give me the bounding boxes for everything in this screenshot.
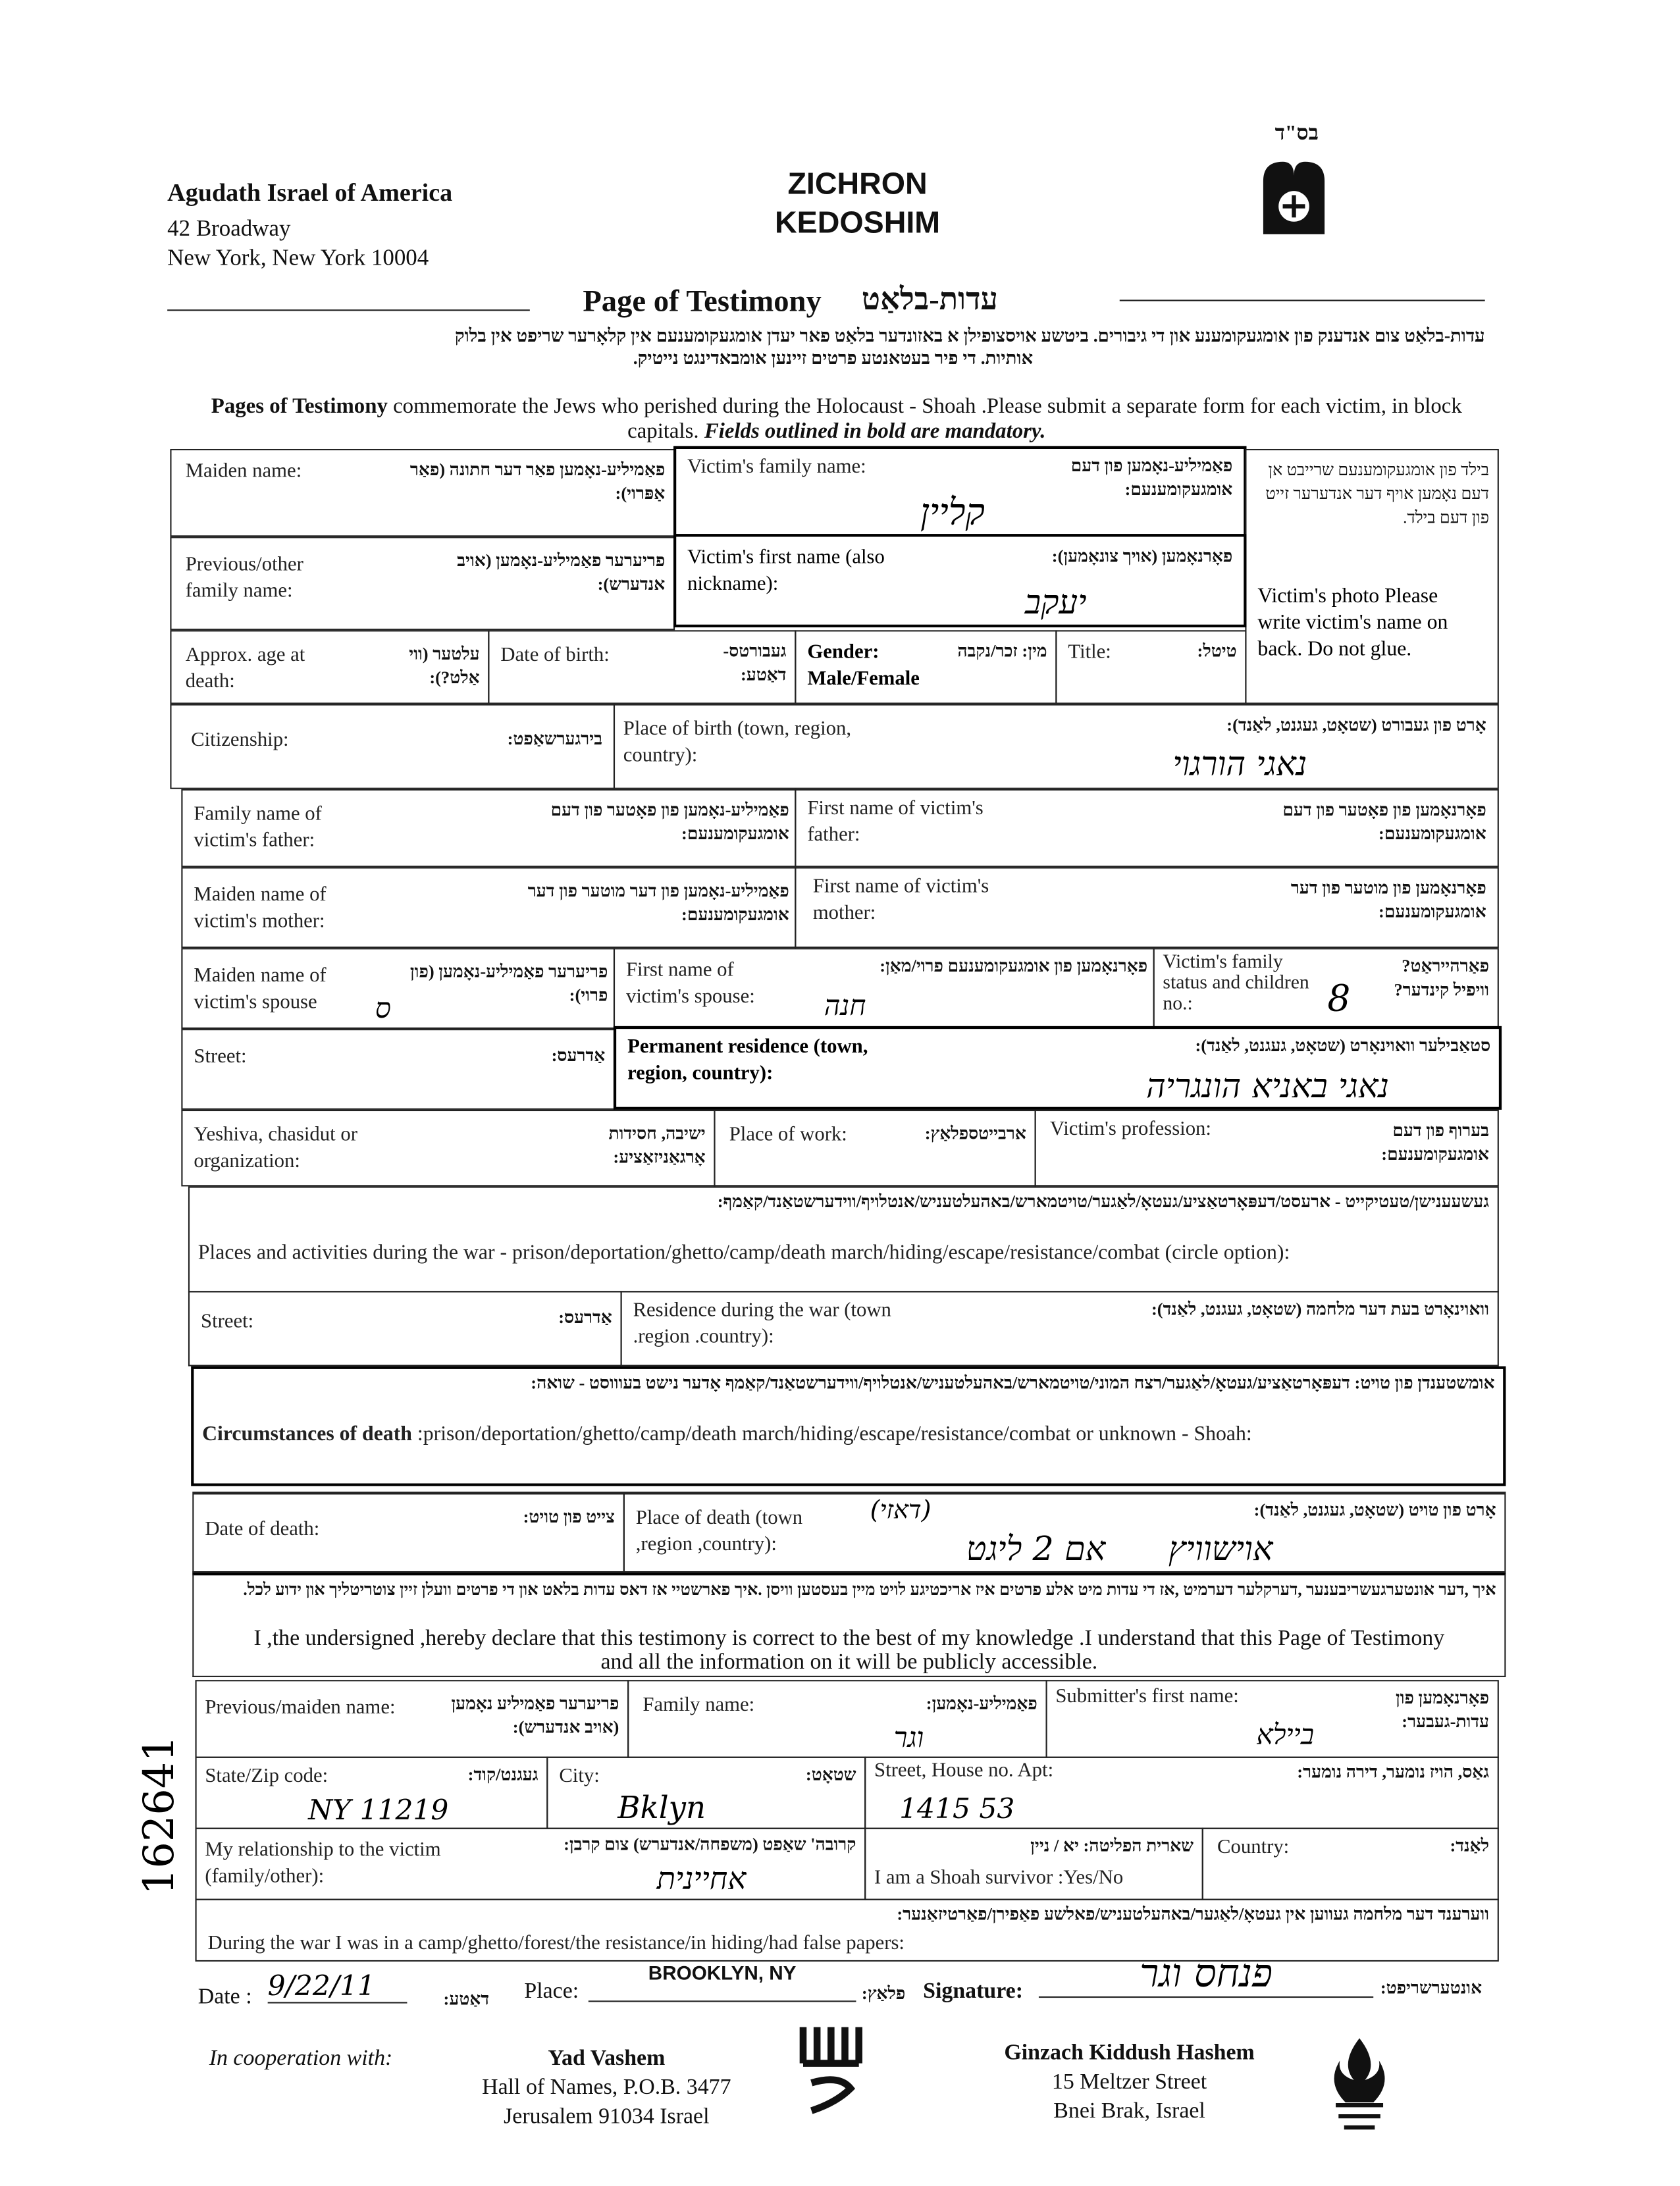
label-he: פריערער פאַמיליע-נאָמען (פון פרוי): — [409, 962, 608, 1006]
submitter-previous-name-field[interactable] — [196, 1680, 629, 1758]
label-he: אומשטענדן פון טויט: דעפּאָרטאַציע/געטאָ/לאַגער/רצח המוני/טויטמארש/באהעלטעניש/אנטלויף/ווידערשטאַנד/קאַמף אָדער נישט בעוווסט - שואה: — [531, 1373, 1495, 1393]
label-he: פאַמיליע-נאָמען פון דעם אומגעקומענעם: — [1070, 455, 1233, 500]
submitter-state-zip-field[interactable] — [196, 1757, 548, 1829]
place-of-work-field[interactable] — [714, 1110, 1036, 1186]
label-he: מין: זכר/נקבה — [957, 641, 1047, 661]
yad-vashem-line2: Jerusalem 91034 Israel — [504, 2105, 710, 2129]
label-he: פאַמיליע-נאָמען פון דער מוטער פון דער אומגעקומענעם: — [527, 881, 789, 925]
submitter-city-field[interactable] — [546, 1757, 866, 1829]
title-line-2: KEDOSHIM — [775, 205, 941, 240]
label-he: אָרט פון געבורט (שטאָט, געגנט, לאַנד): — [1226, 715, 1486, 735]
label-he: אַדרעס: — [551, 1045, 606, 1066]
label-he: סטאַבילער וואוינאָרט (שטאָט, געגנט, לאַנד): — [1195, 1035, 1491, 1056]
yad-vashem-line1: Hall of Names, P.O.B. 3477 — [482, 2075, 731, 2100]
profession-field[interactable] — [1035, 1110, 1499, 1186]
country-field[interactable] — [1202, 1828, 1499, 1900]
victim-photo-box[interactable] — [1245, 449, 1498, 704]
survivor-field[interactable] — [864, 1828, 1203, 1900]
family-status-field[interactable] — [1153, 948, 1499, 1029]
ginzach-flame-logo-icon — [1325, 2035, 1394, 2130]
title-field[interactable] — [1055, 630, 1246, 704]
circumstances-of-death-field[interactable] — [191, 1366, 1506, 1486]
submitter-family-name-value: וגר — [893, 1720, 924, 1754]
spouse-first-name-field[interactable] — [614, 948, 1155, 1029]
father-first-name-field[interactable] — [795, 789, 1499, 868]
victim-family-name-value: קליין — [920, 492, 985, 534]
label-he: שארית הפליטה: יא / ניין — [1030, 1836, 1194, 1856]
age-at-death-field[interactable] — [170, 630, 489, 704]
mother-maiden-name-field[interactable] — [181, 867, 796, 948]
date-label: Date : — [197, 1985, 252, 2010]
label: City: — [559, 1765, 600, 1788]
place-label-he: פלאַץ: — [861, 1983, 906, 2004]
label: Country: — [1217, 1836, 1290, 1859]
label-he: אָרט פון טויט (שטאָט, געגנט, לאַנד): — [1253, 1499, 1496, 1520]
label-he: פאָרנאָמען פון עדות-געבער: — [1396, 1688, 1490, 1732]
label-he: גאַס, הויז נומער, דירה נומער: — [1297, 1762, 1490, 1782]
label-bold: Circumstances of death — [202, 1423, 412, 1446]
label: I am a Shoah survivor :Yes/No — [874, 1867, 1124, 1889]
label: Title: — [1068, 641, 1111, 664]
label-he: פאָרנאָמען פון מוטער פון דער אומגעקומענעם: — [1290, 878, 1486, 922]
intro-hebrew-2: אותיות. די פיר בעטאנטע פרטים זיינען אומבאדינגט נייטיק. — [633, 346, 1034, 368]
label: Previous/maiden name: — [205, 1696, 396, 1719]
label-he: צייט פון טויט: — [523, 1507, 616, 1527]
intro-bold: Pages of Testimony — [211, 394, 388, 419]
label: Place of work: — [729, 1124, 847, 1146]
label: Family name: — [643, 1694, 755, 1717]
spouse-maiden-name-field[interactable] — [181, 948, 615, 1029]
yad-vashem-address — [460, 2044, 753, 2131]
label-he: פאָרנאָמען פון פאָטער פון דעם אומגעקומענעם: — [1282, 800, 1486, 844]
gender-field[interactable] — [795, 630, 1057, 704]
permanent-residence-field[interactable] — [614, 1026, 1502, 1110]
label: Victim's family name: — [687, 455, 866, 479]
place-value[interactable]: BROOKLYN, NY — [589, 1962, 856, 2002]
submitter-first-name-value: ביילא — [1256, 1717, 1315, 1752]
victim-first-name-field[interactable] — [673, 534, 1246, 627]
label: Date of death: — [205, 1518, 320, 1541]
label: Maiden name: — [185, 459, 302, 482]
spouse-maiden-name-value: ס — [375, 991, 391, 1025]
father-family-name-field[interactable] — [181, 789, 796, 868]
submitter-street-field[interactable] — [864, 1757, 1499, 1829]
label: Family name of victim's father: — [194, 802, 322, 852]
handwritten-file-number: 162641 — [136, 1735, 185, 1895]
ginzach-line1: 15 Meltzer Street — [1051, 2070, 1207, 2095]
place-of-birth-value: נאגי הורגוי — [1172, 744, 1307, 784]
label-he: פאַמיליע-נאָמען פאַר דער חתונה (פאַר אַפּרוי): — [409, 459, 666, 504]
place-of-death-note: (דאזי) — [870, 1496, 932, 1526]
label-he: פאַמיליע-נאָמען: — [926, 1694, 1037, 1714]
title-line-1: ZICHRON — [787, 166, 928, 201]
victim-first-name-value: יעקב — [1024, 583, 1087, 622]
submitter-first-name-field[interactable] — [1046, 1680, 1499, 1758]
label: Approx. age at death: — [185, 644, 305, 693]
label-he: וואוינאָרט בעת דער מלחמה (שטאָט, געגנט, לאַנד): — [1151, 1299, 1490, 1319]
place-label: Place: — [524, 1979, 579, 2004]
label: Victim's first name (also nickname): — [687, 546, 885, 596]
mother-first-name-field[interactable] — [795, 867, 1499, 948]
label-he: פריערער פאַמיליע-נאָמען (אויב אנדערש): — [457, 550, 666, 594]
label: Permanent residence (town, region, country): — [627, 1035, 868, 1085]
intro-mandatory-note: Fields outlined in bold are mandatory. — [704, 419, 1046, 444]
intro-hebrew-1: עדות-בלאַט צום אנדענק פון אומגעקומענע און די גיבורים. ביטשע אויסצופילן א באזונדער בלאַט פאר יעדן אומגעקומענעם אין קלאָרער שריפט אין בלוק — [454, 325, 1485, 346]
yad-vashem-menorah-logo-icon — [795, 2021, 867, 2121]
label: Gender: Male/Female — [807, 641, 920, 690]
declaration-english: I ,the undersigned ,hereby declare that this testimony is correct to the best of my knowledge .I understand that this Page of Testimony and all the information on it will be publicly accessible. — [253, 1626, 1445, 1675]
war-residence-field[interactable] — [621, 1291, 1499, 1366]
label-he: טיטל: — [1197, 641, 1237, 661]
intro-hebrew — [181, 325, 1484, 368]
label-he: בילד פון אומגעקומענעם שרייבט אן דעם נאָמען אויף דער אנדערער זייט פון דעם בילד. — [1265, 459, 1490, 527]
label: Victim's photo Please write victim's name on back. Do not glue. — [1257, 585, 1448, 661]
zichron-kedoshim-title — [725, 165, 989, 243]
relationship-field[interactable] — [196, 1828, 866, 1900]
org-address: 42 Broadway — [167, 215, 291, 242]
label: Place of death (town ,region ,country): — [635, 1507, 803, 1556]
label-he: בערוף פון דעם אומגעקומענעם: — [1381, 1120, 1490, 1164]
form-title: Page of Testimony — [583, 282, 822, 318]
label: State/Zip code: — [205, 1765, 328, 1788]
label-he: ווערענד דער מלחמה געווען אין געטאָ/לאַגער/באהעלטעניש/פאלשע פאַפירן/פאַרטיזאַנער: — [897, 1904, 1490, 1924]
torah-tablets-logo-icon — [1255, 156, 1333, 240]
place-of-death-field[interactable] — [623, 1494, 1506, 1573]
ginzach-name: Ginzach Kiddush Hashem — [1004, 2041, 1255, 2065]
submitter-state-zip-value: NY 11219 — [308, 1792, 449, 1827]
label-text: :prison/deportation/ghetto/camp/death march/hiding/escape/resistance/combat or unknown - Shoah: — [411, 1423, 1252, 1446]
permanent-residence-value: נאגי באניא הונגריה — [1145, 1066, 1390, 1106]
label-he: געגנט/קוד: — [467, 1765, 538, 1785]
label-he: שטאָט: — [805, 1765, 856, 1785]
label: Victim's profession: — [1049, 1118, 1211, 1141]
signature-value[interactable]: פנחס וגר — [1039, 1952, 1373, 1998]
signature-label-he: אונטערשריפט: — [1380, 1978, 1483, 1998]
yad-vashem-name: Yad Vashem — [548, 2046, 666, 2071]
victim-family-name-field[interactable] — [673, 446, 1246, 537]
ginzach-line2: Bnei Brak, Israel — [1053, 2099, 1205, 2123]
submitter-family-name-field[interactable] — [627, 1680, 1047, 1758]
label: Submitter's first name: — [1055, 1685, 1239, 1708]
label: Residence during the war (town .region .country): — [633, 1299, 891, 1349]
label-he: געבורטס- דאַטע: — [723, 641, 787, 685]
cooperation-label: In cooperation with: — [209, 2046, 393, 2071]
label: Street: — [200, 1310, 254, 1333]
war-activities-field[interactable] — [188, 1186, 1499, 1292]
label: Places and activities during the war - prison/deportation/ghetto/camp/death march/hiding/escape/resistance/combat (circle option): — [197, 1242, 1290, 1265]
ginzach-kiddush-hashem-address — [962, 2039, 1296, 2126]
relationship-value: אחיינית — [656, 1862, 747, 1898]
label-he: ישיבה, חסידות אָרגאַניזאַציע: — [608, 1124, 706, 1167]
label-he: פאָרנאָמען פון אומגעקומענעם פרוי/מאַן: — [879, 956, 1148, 976]
yeshiva-field[interactable] — [181, 1110, 715, 1186]
label — [202, 1422, 1252, 1448]
spouse-first-name-value: חנה — [824, 988, 866, 1022]
label: Date of birth: — [500, 644, 610, 667]
label: Yeshiva, chasidut or organization: — [194, 1124, 357, 1173]
label-he: פאַרהייראַט? וויפיל קינדער? — [1394, 956, 1490, 1000]
street-field[interactable] — [181, 1029, 615, 1110]
label: My relationship to the victim (family/other): — [205, 1838, 441, 1888]
label-he: פאַמיליע-נאָמען פון פאָטער פון דעם אומגעקומענעם: — [550, 800, 789, 844]
place-of-birth-field[interactable] — [614, 704, 1499, 789]
label: Citizenship: — [191, 729, 289, 752]
date-of-death-field[interactable] — [192, 1494, 625, 1573]
war-street-field[interactable] — [188, 1291, 622, 1366]
label: First name of victim's mother: — [812, 875, 989, 925]
intro-text: commemorate the Jews who perished during the Holocaust - Shoah .Please submit a separate form for each victim, in block capitals. — [387, 394, 1462, 444]
date-value[interactable]: 9/22/11 — [268, 1969, 407, 2004]
label: First name of victim's spouse: — [625, 959, 755, 1008]
place-of-death-value-2: אם 2 ליגט — [966, 1529, 1106, 1569]
label: Previous/other family name: — [185, 553, 303, 602]
declaration-hebrew: איך ,דער אונטערגעשריבענער ,דערקלער דערמיט ,אז די עדות מיט אלע פרטים איז אריכטיגע לויט מיין בעסטען וויסן .איך פארשטיי אז דאס עדות בלאט און די פרטים וועלן זיין צוטריטליך און ידוע לכל. — [243, 1579, 1496, 1600]
label: During the war I was in a camp/ghetto/forest/the resistance/in hiding/had false papers: — [207, 1932, 905, 1955]
signature-label: Signature: — [923, 1979, 1024, 2004]
label-he: אַדרעס: — [558, 1307, 612, 1328]
family-status-value: 8 — [1327, 978, 1351, 1021]
form-title-hebrew: עדות-בלאַט — [861, 281, 998, 317]
label-he: פאָרנאָמען (אויך צונאָמען): — [1051, 546, 1233, 566]
label-he: פריערער פאַמיליע נאָמען (אויב אנדערש): — [451, 1694, 619, 1738]
intro-english — [188, 394, 1485, 444]
label-he: געשעענישן/טעטיקייט - ארעסט/דעפּאָרטאַציע/געטאָ/לאַגער/טויטמארש/באהעלטעניש/אנטלויף/ווידערשטאַנד/קאַמף: — [717, 1191, 1490, 1212]
label-he: קרובה' שאַפט (משפחה/אנדערש) צום קרבן: — [564, 1835, 856, 1854]
label: Victim's family status and children no.: — [1163, 952, 1309, 1015]
label: Maiden name of victim's spouse — [194, 964, 327, 1014]
maiden-name-field[interactable] — [170, 449, 675, 536]
place-of-death-value: אוישוויץ — [1168, 1529, 1273, 1569]
declaration — [192, 1573, 1506, 1677]
submitter-city-value: Bklyn — [617, 1791, 706, 1827]
label-he: בירגערשאַפט: — [507, 729, 602, 749]
citizenship-field[interactable] — [170, 704, 615, 789]
label-he: לאַנד: — [1450, 1836, 1490, 1856]
label-he: עלטער (ווי אַלט?): — [409, 644, 480, 688]
org-name: Agudath Israel of America — [167, 178, 453, 207]
bsd-mark: בס"ד — [1274, 122, 1319, 145]
previous-family-name-field[interactable] — [170, 536, 675, 630]
date-label-he: דאַטע: — [443, 1989, 490, 2010]
submitter-street-value: 1415 53 — [899, 1791, 1015, 1825]
label-he: ארבייטספלאַץ: — [924, 1124, 1026, 1143]
label: Street: — [194, 1045, 247, 1068]
label: Street, House no. Apt: — [874, 1759, 1054, 1782]
label: Maiden name of victim's mother: — [194, 883, 327, 933]
org-city: New York, New York 10004 — [167, 244, 429, 271]
date-of-birth-field[interactable] — [488, 630, 796, 704]
label: Place of birth (town, region, country): — [623, 717, 852, 767]
label: First name of victim's father: — [807, 797, 984, 846]
